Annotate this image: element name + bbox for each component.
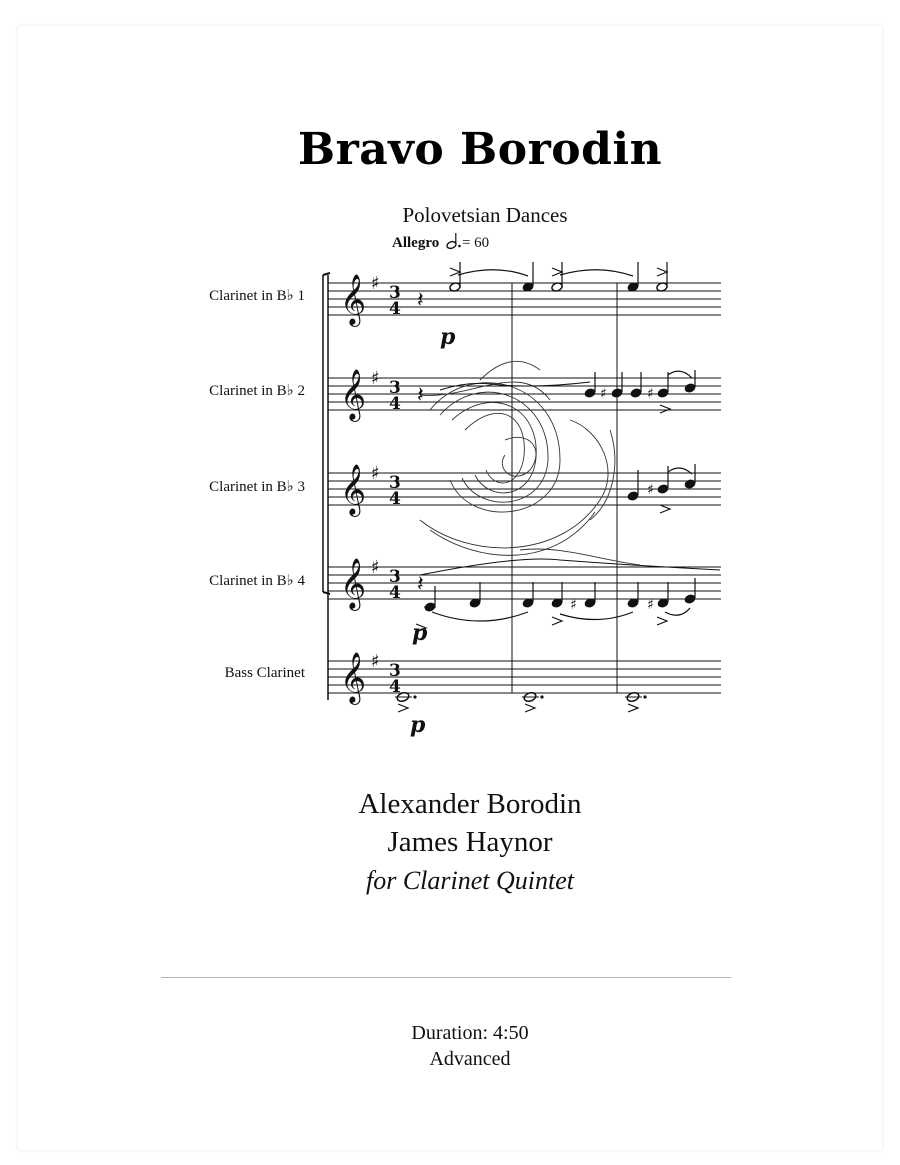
treble-clef-icon: 𝄞 — [340, 274, 367, 325]
quarter-rest-icon: 𝄽 — [417, 572, 424, 597]
treble-clef-icon: 𝄞 — [340, 464, 367, 515]
svg-text:♯: ♯ — [647, 386, 654, 402]
bass-clarinet-notes — [395, 691, 647, 712]
time-signature-top: 3 — [389, 378, 401, 398]
instrument-label-clarinet-3: Clarinet in B♭ 3 — [209, 479, 305, 495]
time-signature-bottom: 4 — [389, 489, 401, 509]
dynamic-piano: p — [440, 324, 456, 350]
svg-text:♯: ♯ — [647, 597, 654, 613]
piece-subtitle: Polovetsian Dances — [402, 203, 568, 227]
instrument-label-clarinet-1: Clarinet in B♭ 1 — [209, 288, 305, 304]
staff-clarinet-4 — [328, 567, 721, 599]
clarinet-1-notes — [449, 262, 668, 292]
piece-title: Bravo Borodin — [297, 124, 663, 175]
arranger: James Haynor — [387, 826, 553, 858]
sharp-key-signature: ♯ — [371, 651, 380, 672]
instrument-label-bass-clarinet: Bass Clarinet — [224, 665, 305, 681]
duration: Duration: 4:50 — [411, 1022, 529, 1044]
instrumentation: for Clarinet Quintet — [366, 866, 574, 895]
tempo-value: = 60 — [461, 235, 490, 251]
time-signature-bottom: 4 — [389, 583, 401, 603]
time-signature-bottom: 4 — [389, 677, 401, 697]
treble-clef-icon: 𝄞 — [340, 558, 367, 609]
sharp-key-signature: ♯ — [371, 273, 380, 294]
composer: Alexander Borodin — [358, 788, 582, 820]
time-signature-top: 3 — [389, 661, 401, 681]
svg-text:♯: ♯ — [600, 386, 607, 402]
divider — [161, 977, 731, 978]
staff-bass-clarinet — [328, 661, 721, 693]
time-signature-top: 3 — [389, 567, 401, 587]
time-signature-top: 3 — [389, 283, 401, 303]
sharp-key-signature: ♯ — [371, 368, 380, 389]
sharp-key-signature: ♯ — [371, 463, 380, 484]
treble-clef-icon: 𝄞 — [340, 652, 367, 703]
clarinet-4-notes — [416, 559, 720, 632]
treble-clef-icon: 𝄞 — [340, 369, 367, 420]
svg-text:♯: ♯ — [647, 482, 654, 498]
sharp-key-signature: ♯ — [371, 557, 380, 578]
dynamic-piano: p — [412, 620, 428, 646]
time-signature-top: 3 — [389, 473, 401, 493]
instrument-label-clarinet-4: Clarinet in B♭ 4 — [209, 573, 305, 589]
difficulty-level: Advanced — [429, 1048, 511, 1070]
time-signature-bottom: 4 — [389, 394, 401, 414]
svg-text:♯: ♯ — [570, 597, 577, 613]
swirl-distortion — [420, 361, 640, 565]
instrument-label-clarinet-2: Clarinet in B♭ 2 — [209, 383, 305, 399]
dynamic-piano: p — [410, 712, 426, 738]
tempo-word: Allegro — [392, 235, 440, 251]
quarter-rest-icon: 𝄽 — [417, 383, 424, 408]
quarter-rest-icon: 𝄽 — [417, 288, 424, 313]
clarinet-2-notes — [440, 370, 696, 413]
time-signature-bottom: 4 — [389, 299, 401, 319]
